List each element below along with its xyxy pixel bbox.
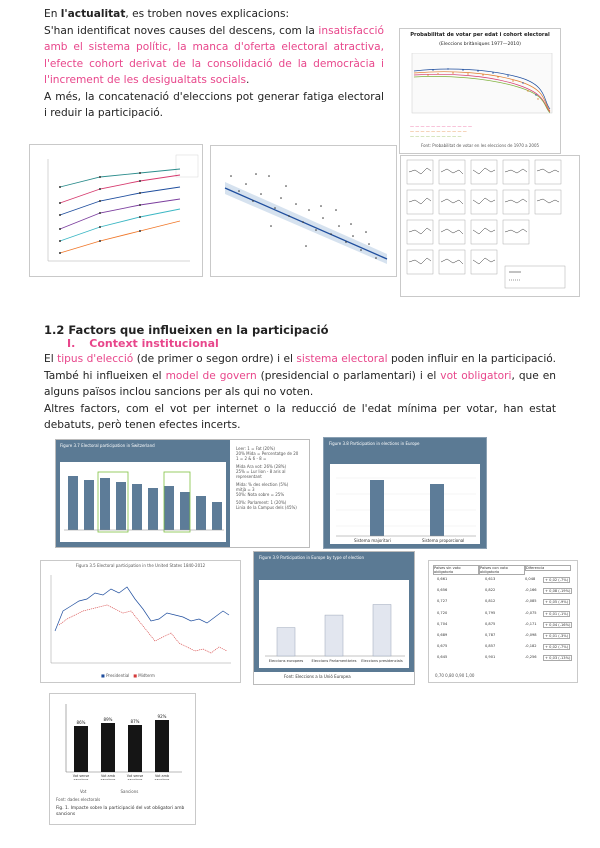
election-type-bar xyxy=(373,605,391,656)
intro-paragraph-2: S'han identificat noves causes del descens, com la insatisfacció amb el sistema polític, la manca d'oferta electoral atractiva, l'efecte cohort derivat de la consolidació de la democràcia i l'increment de les desigualtats socials. xyxy=(44,24,384,86)
table-cell: -0,182 xyxy=(525,644,537,649)
sanctions-bar xyxy=(128,725,142,772)
table-cell: 0,656 xyxy=(437,588,448,593)
section-paragraph-2: Altres factors, com el vot per internet o la reducció de l'edat mínima per votar, han estat debatuts, però tenen efectes incerts. xyxy=(44,402,556,431)
sanctions-note: Font: dades electorals xyxy=(56,797,101,802)
table-footer: 0,70 0,80 0,90 1,00 xyxy=(435,673,475,678)
sanctions-bar-label: sancions xyxy=(100,778,116,780)
election-type-figure xyxy=(253,551,415,685)
sanctions-bar-value: 92% xyxy=(157,714,167,719)
sanctions-bar xyxy=(74,726,88,772)
table-cell: + 0,02 (-7%) xyxy=(545,578,569,582)
sanctions-bar-label: Vot sense xyxy=(126,774,144,778)
subsection-heading: I. Context institucional xyxy=(67,337,219,350)
table-cell: -0,098 xyxy=(525,633,537,637)
election-type-bar-label: Eleccions Parlamentàries xyxy=(311,659,357,663)
switzerland-legend: Leer: 1 = Fat (20%) 20% Mida = Percentatge de 20 1 = 2 & 6 - 8 = Mida Ara vot: 26% (28%) 25% = Lur lion - 8 aris al representant Mida: % des election (5%) mitjà = 3 50%: Nota sobre = 25% 50%: Parlament: 1 (20%) Linia de la Campus dels (45%) xyxy=(236,446,299,510)
table-cell: 0,720 xyxy=(437,610,448,615)
table-cell: + 0,05 (-9%) xyxy=(545,600,569,605)
cohort-figure xyxy=(399,28,561,154)
table-cell: 0,812 xyxy=(485,599,496,604)
table-cell: + 0,08 (-19%) xyxy=(545,589,571,594)
europe-label-right: Sistema proporcional xyxy=(422,538,465,543)
table-cell: -0,085 xyxy=(525,599,537,604)
table-cell: 0,704 xyxy=(437,621,448,626)
table-cell: 0,689 xyxy=(437,633,448,637)
sanctions-groups: Vot Sancions xyxy=(80,789,139,794)
sanctions-chart xyxy=(56,700,190,780)
small-multiples-figure xyxy=(400,155,580,297)
election-type-chart xyxy=(259,580,409,668)
sanctions-caption: Fig. 1. Impacte sobre la participació del vot obligatori amb sancions xyxy=(56,806,185,817)
intro-paragraph-3: A més, la concatenació d'eleccions pot generar fatiga electoral i reduir la participació. xyxy=(44,90,384,119)
europe-figure: Figure 3.8 Participation in elections in Europe Sistema majoritari Sistema proporcional xyxy=(323,437,487,549)
cohort-subtitle: (Eleccions britàniques 1977—2010) xyxy=(439,42,521,47)
cohort-plot xyxy=(408,53,556,123)
sanctions-bar-label: sancions xyxy=(127,778,143,780)
switzerland-figure xyxy=(55,439,310,548)
table-cell: -0,256 xyxy=(525,655,537,660)
sanctions-bar-label: sancions xyxy=(154,778,170,780)
table-cell: 0,875 xyxy=(485,621,496,626)
election-type-bar xyxy=(325,615,343,656)
election-type-bar-label: Eleccions europees xyxy=(268,659,304,663)
line-growth-plot xyxy=(30,145,202,276)
intro-text xyxy=(44,6,384,122)
cohort-caption: Font: Probabilitat de votar en les eleccions de 1970 a 2005 xyxy=(420,143,540,148)
intro-keyword: l'actualitat xyxy=(60,8,126,20)
table-cell: 0,727 xyxy=(437,599,448,604)
table-cell: + 0,02 (-7%) xyxy=(545,645,569,650)
table-cell: 0,795 xyxy=(485,610,496,615)
sanctions-figure xyxy=(49,693,196,825)
table-cell: + 0,03 (-13%) xyxy=(545,656,571,661)
us-participation-plot xyxy=(45,571,237,671)
election-type-caption: Font: Eleccions a la Unió Europea xyxy=(284,674,351,679)
table-cell: + 0,01 (-1%) xyxy=(545,611,569,616)
sanctions-bar-label: Vot amb xyxy=(154,774,170,778)
sanctions-bar-label: sancions xyxy=(73,778,89,780)
table-body xyxy=(433,577,573,669)
sanctions-bar-value: 87% xyxy=(130,719,140,724)
sanctions-bar xyxy=(155,720,169,772)
switzerland-panel: Figure 3.7 Electoral participation in Switzerland xyxy=(56,440,230,547)
table-cell: 0,857 xyxy=(485,644,496,649)
scatter-plot xyxy=(211,146,396,276)
us-legend: ■ Presidential ■ Midterm xyxy=(101,673,155,678)
table-cell: 0,675 xyxy=(437,644,448,649)
line-growth-figure xyxy=(29,144,203,277)
election-type-bar xyxy=(277,628,295,656)
table-cell: -0,171 xyxy=(525,621,537,626)
table-cell: -0,075 xyxy=(525,610,537,615)
sanctions-bar xyxy=(101,723,115,772)
cohort-legend: — — — — — — — — — — — — — — — — — — — — — — — — — — — — — — — — — xyxy=(410,124,472,139)
small-multiples-grid xyxy=(401,156,579,296)
table-cell: -0,166 xyxy=(525,588,537,593)
europe-label-left: Sistema majoritari xyxy=(354,538,391,543)
table-cell: + 0,01 (-3%) xyxy=(545,634,569,638)
section-body xyxy=(44,351,556,434)
switzerland-chart xyxy=(60,462,226,542)
highlight-causes: insatisfacció amb el sistema polític, la manca d'oferta electoral atractiva, l'efecte cohort derivat de la consolidació de la democràcia i l'increment de les desigualtats socials xyxy=(44,24,384,86)
compulsory-vote-table xyxy=(428,560,578,683)
table-cell: 0,901 xyxy=(485,655,496,660)
sanctions-bar-value: 89% xyxy=(103,717,113,722)
table-cell: 0,661 xyxy=(437,577,448,581)
table-header: Países sin voto obligatorio Países con voto obligatorio Diferencia xyxy=(433,565,573,573)
sanctions-bar-label: Vot sense xyxy=(72,774,90,778)
election-type-bar-label: Eleccions presidencials xyxy=(361,659,403,663)
table-cell: 0,645 xyxy=(437,655,448,660)
table-cell: 0,613 xyxy=(485,577,496,581)
us-participation-figure: Figura 3.5 Electoral participation in the United States 1840-2012 ■ Presidential ■ Midterm xyxy=(40,560,241,683)
table-cell: 0,822 xyxy=(485,588,496,593)
europe-chart xyxy=(330,464,480,544)
table-cell: 0,787 xyxy=(485,633,496,637)
section-heading: 1.2 Factors que influeixen en la participació xyxy=(44,323,329,337)
table-cell: 0,048 xyxy=(525,577,536,581)
cohort-title: Probabilitat de votar per edat i cohort electoral xyxy=(410,32,550,38)
section-paragraph-1: El tipus d'elecció (de primer o segon ordre) i el sistema electoral poden influir en la participació. També hi influeixen el model de govern (presidencial o parlamentari) i el vot obligatori, que en alguns països inclou sancions per als qui no voten. xyxy=(44,353,557,398)
table-cell: + 0,04 (-16%) xyxy=(545,622,571,627)
intro-paragraph-1: En l'actualitat, es troben noves explicacions: xyxy=(44,8,290,20)
scatter-figure xyxy=(210,145,397,277)
sanctions-bar-label: Vot amb xyxy=(100,774,116,778)
sanctions-bar-value: 86% xyxy=(76,720,86,725)
election-type-panel: Figure 3.9 Participation in Europe by type of election Eleccions europees Eleccions Parlamentàries Eleccions presidencials xyxy=(254,552,414,672)
